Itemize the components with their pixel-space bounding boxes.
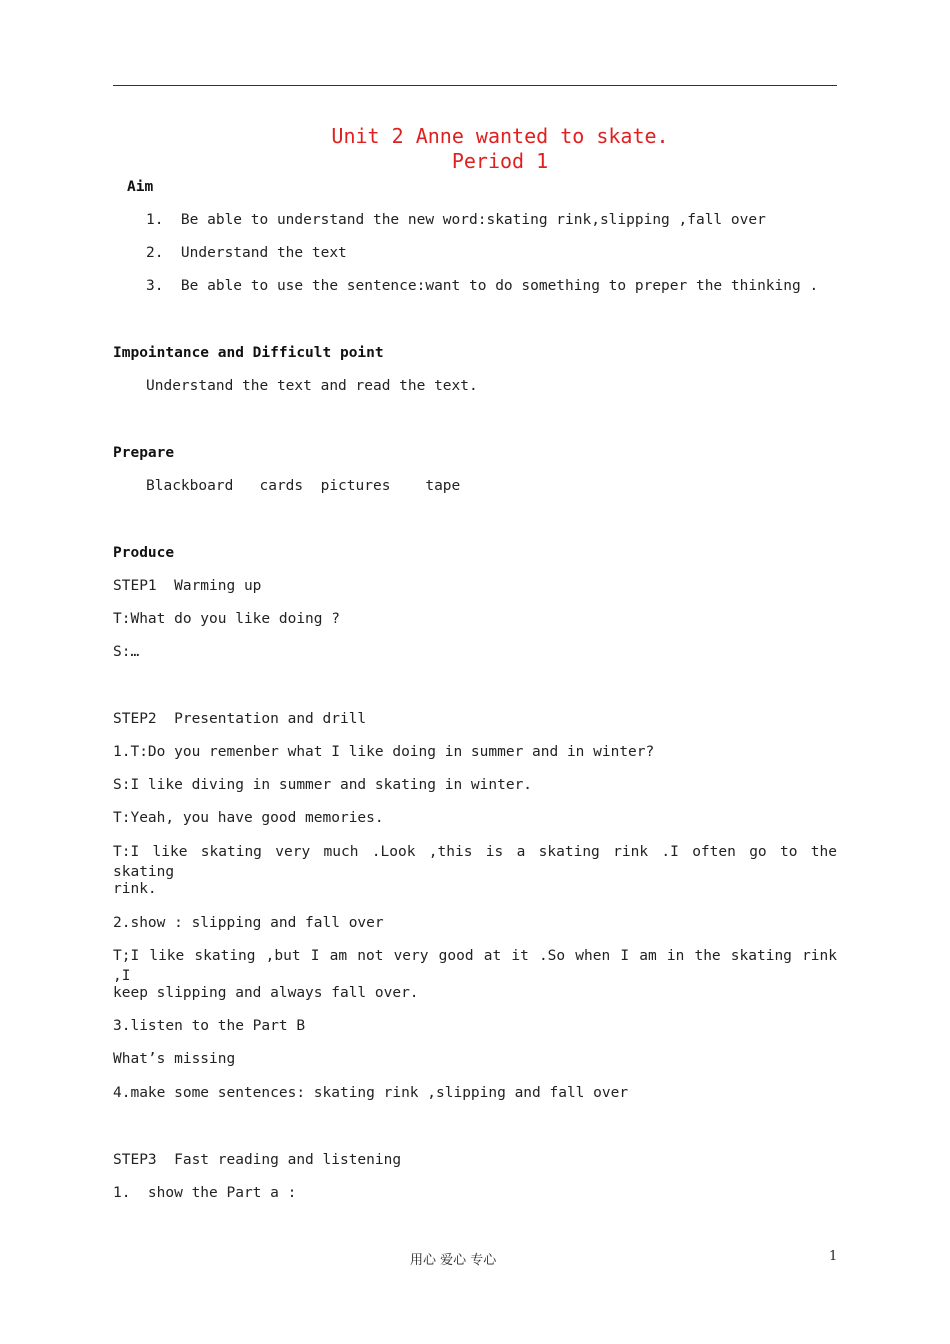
step2-line: keep slipping and always fall over. [113,985,419,1001]
step2-line: T:I like skating very much .Look ,this is a skating rink .I often go to the skating [113,844,837,880]
aim-heading: Aim [127,179,154,195]
prepare-heading: Prepare [113,445,175,461]
aim-item: 1. Be able to understand the new word:skating rink,slipping ,fall over [146,212,766,228]
step1-line: T:What do you like doing ? [113,611,340,627]
step2-line: T;I like skating ,but I am not very good at it .So when I am in the skating rink ,I [113,948,837,984]
step2-line: T:Yeah, you have good memories. [113,810,384,826]
step3-line: 1. show the Part a : [113,1185,297,1201]
step3-title: STEP3 Fast reading and listening [113,1152,402,1168]
page-number: 1 [829,1249,838,1264]
importance-text: Understand the text and read the text. [146,378,478,394]
lesson-period: Period 1 [451,149,549,173]
step1-line: S:… [113,644,140,660]
step1-title: STEP1 Warming up [113,578,262,594]
importance-heading: Impointance and Difficult point [113,345,384,361]
step2-line: 1.T:Do you remenber what I like doing in summer and in winter? [113,744,655,760]
lesson-title: Unit 2 Anne wanted to skate. [331,124,669,148]
header-rule [113,85,837,86]
produce-heading: Produce [113,545,175,561]
prepare-text: Blackboard cards pictures tape [146,478,461,494]
step2-title: STEP2 Presentation and drill [113,711,367,727]
step2-line: 4.make some sentences: skating rink ,slipping and fall over [113,1085,629,1101]
step2-line: S:I like diving in summer and skating in winter. [113,777,533,793]
page-footer: 用心 爱心 专心 [410,1253,497,1268]
step2-line: rink. [113,881,157,897]
aim-item: 3. Be able to use the sentence:want to do something to preper the thinking . [146,278,819,294]
step2-line: What’s missing [113,1051,236,1067]
step2-line: 3.listen to the Part B [113,1018,306,1034]
step2-line: 2.show : slipping and fall over [113,915,384,931]
aim-item: 2. Understand the text [146,245,347,261]
